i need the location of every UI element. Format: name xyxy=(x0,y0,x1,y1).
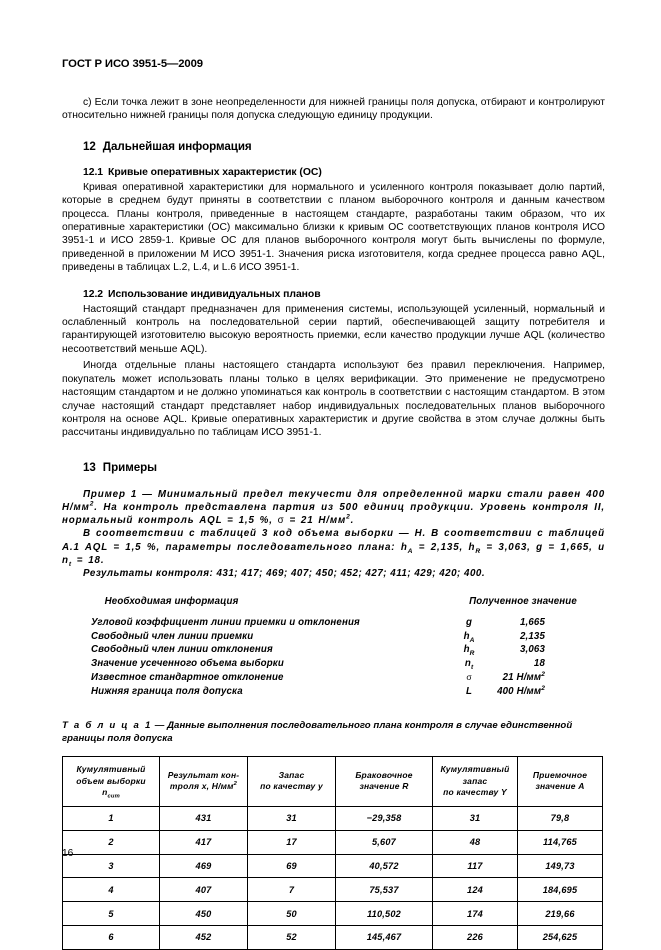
parameter-row xyxy=(62,643,605,657)
parameters-table xyxy=(62,594,605,698)
table-cell: 6 xyxy=(63,925,160,949)
section-number: 13 xyxy=(83,460,96,474)
table-cell: 50 xyxy=(248,902,336,926)
subsection-heading-12-1 xyxy=(83,167,605,178)
parameter-symbol xyxy=(441,684,497,698)
page-number: 16 xyxy=(62,848,74,859)
table-cell: 469 xyxy=(160,854,248,878)
parameter-value xyxy=(497,657,605,671)
parameter-value xyxy=(497,671,605,685)
parameter-symbol xyxy=(441,616,497,630)
parameter-value xyxy=(497,616,605,630)
parameter-symbol xyxy=(441,671,497,685)
table-cell: 7 xyxy=(248,878,336,902)
parameters-block xyxy=(62,594,605,698)
header-sup: 2 xyxy=(233,781,238,788)
parameter-row xyxy=(62,629,605,643)
paragraph-item-c: c) Если точка лежит в зоне неопределенности для нижней границы поля допуска, отбирают и контролируют относительно нижней границы поля допуска следующую единицу продукции. xyxy=(62,97,605,122)
parameter-symbol-text: σ xyxy=(466,672,472,683)
parameter-symbol-text: h xyxy=(463,644,470,656)
table-cell: 5 xyxy=(63,902,160,926)
parameter-symbol-sub: A xyxy=(469,636,475,644)
subsection-number: 12.1 xyxy=(83,166,104,178)
parameter-value xyxy=(497,684,605,698)
example-1-line-2 xyxy=(62,527,605,567)
paragraph-12-2-a: Настоящий стандарт предназначен для применения системы, использующей усиленный, нормальный и ослабленный контроль на последовательной серии партий, обеспечивающей защиту потребителя и гарантирующей изготовителю высокую вероятность приемки, если качество продукции лучше AQL (количество несоответствий меньше AQL). xyxy=(62,303,605,355)
parameter-value-text: 3,063 xyxy=(520,644,545,656)
document-header: ГОСТ Р ИСО 3951-5—2009 xyxy=(62,58,203,70)
example2-text-b: = 2,135, h xyxy=(413,541,476,553)
parameter-value-sup: 2 xyxy=(541,670,545,678)
parameter-value-text: 21 Н/мм xyxy=(502,672,542,684)
table-header-cell-measurement xyxy=(160,757,248,807)
example3-text: Результаты контроля: 431; 417; 469; 407; 450; 452; 427; 411; 429; 420; 400. xyxy=(83,567,486,579)
table-cell: 254,625 xyxy=(518,925,603,949)
table-cell: 450 xyxy=(160,902,248,926)
parameter-symbol-sub: t xyxy=(470,664,474,672)
table-cell: 149,73 xyxy=(518,854,603,878)
subscript-A: A xyxy=(407,547,414,555)
header-line-1: Запас xyxy=(278,770,305,780)
table-cell: 226 xyxy=(433,925,518,949)
parameter-value-text: 18 xyxy=(533,658,545,670)
parameter-label: Нижняя граница поля допуска xyxy=(91,685,243,697)
header-line-1: Приемочное xyxy=(532,770,588,780)
superscript-2: 2 xyxy=(89,500,95,508)
parameter-row xyxy=(62,616,605,630)
table-cell: 117 xyxy=(433,854,518,878)
table-header-cell-cumulative-margin xyxy=(433,757,518,807)
sigma-symbol: σ xyxy=(277,515,285,527)
table-1-caption xyxy=(62,720,605,745)
parameter-symbol-text: n xyxy=(464,658,471,670)
header-line-2: троля x, Н/мм xyxy=(169,781,234,792)
table-row xyxy=(63,854,603,878)
table-header-cell-acceptance-value xyxy=(518,757,603,807)
header-symbol: n xyxy=(102,786,108,797)
subscript-t: t xyxy=(68,560,72,568)
parameter-symbol xyxy=(441,643,497,657)
parameters-header-row xyxy=(62,594,605,615)
example-text-end: . xyxy=(350,515,355,527)
parameter-label: Значение усеченного объема выборки xyxy=(91,658,284,670)
header-line-2: по качеству y xyxy=(260,781,323,792)
table-cell: 174 xyxy=(433,902,518,926)
header-line-1: Кумулятивный xyxy=(76,764,146,775)
parameters-header-right: Полученное значение xyxy=(469,595,577,607)
table-cell: 69 xyxy=(248,854,336,878)
paragraph-12-2-b: Иногда отдельные планы настоящего стандарта используют без правил переключения. Например, покупатель может использовать планы только в целях верификации. Это применение не предусмотрено настоящим стандартом и не должно упоминаться как контроль в соответствии с настоящим стандартом. В этом случае настоящий стандарт представляет набор индивидуальных последовательных планов выборочного контроля на основе AQL. Кривые оперативных характеристик и другие свойства в этом случае должны быть рассчитаны индивидуально по таблицам ИСО 3951-1. xyxy=(62,360,605,439)
section-number: 12 xyxy=(83,139,96,153)
subsection-number: 12.2 xyxy=(83,288,104,300)
section-heading-12 xyxy=(83,140,605,153)
header-line-2: объем выборки xyxy=(76,775,146,786)
parameter-value-text: 400 Н/мм xyxy=(497,685,542,697)
parameter-symbol-sub: R xyxy=(469,650,475,658)
table-row xyxy=(63,902,603,926)
table-cell: 219,66 xyxy=(518,902,603,926)
paragraph-12-1: Кривая оперативной характеристики для нормального и усиленного контроля показывает долю партий, которые в среднем будут приняты в соответствии с планом выборочного контроля и данным качеством процесса. Планы контроля, приведенные в настоящем стандарте, разработаны таким образом, что их оперативные характеристики (ОС) максимально близки к кривым ОС соответствующих планов контроля ИСО 3951-1 и ИСО 2859-1. Кривые ОС для планов выборочного контроля могут быть вычислены по формуле, приведенной в приложении М ИСО 3951-1. Значения риска изготовителя, когда среднее процесса равно AQL, приведены в таблицах L.2, L.4, и L.6 ИСО 3951-1. xyxy=(62,181,605,274)
header-line-1: Результат кон- xyxy=(167,770,240,780)
parameter-symbol-text: g xyxy=(466,616,473,628)
table-cell: 417 xyxy=(160,830,248,854)
parameters-header-left: Необходимая информация xyxy=(104,595,239,607)
table-caption-label: Т а б л и ц а 1 xyxy=(62,720,152,732)
table-cell: 431 xyxy=(160,807,248,831)
example2-text-c: = 3,063, g = 1,665, и n xyxy=(62,541,606,566)
header-line-2: значение R xyxy=(359,781,409,792)
table-cell: 40,572 xyxy=(336,854,433,878)
table-cell: 2 xyxy=(63,830,160,854)
table-caption-text: — Данные выполнения последовательного плана контроля в случае единственной границы поля допуска xyxy=(62,720,573,744)
header-line-3: по качеству Y xyxy=(443,786,507,797)
table-cell: 52 xyxy=(248,925,336,949)
parameter-row xyxy=(62,657,605,671)
table-cell: 31 xyxy=(248,807,336,831)
subsection-title: Кривые оперативных характеристик (ОС) xyxy=(108,166,322,178)
parameter-value-sup: 2 xyxy=(541,684,545,692)
parameter-symbol xyxy=(441,629,497,643)
table-cell: 17 xyxy=(248,830,336,854)
table-cell: 124 xyxy=(433,878,518,902)
parameter-label: Свободный член линии приемки xyxy=(91,630,254,642)
section-title: Дальнейшая информация xyxy=(102,139,252,153)
parameter-value xyxy=(497,629,605,643)
parameter-value-text: 1,665 xyxy=(520,616,545,628)
header-line-2: значение A xyxy=(535,781,585,792)
parameter-value xyxy=(497,643,605,657)
table-cell: 145,467 xyxy=(336,925,433,949)
example-1-line-1 xyxy=(62,488,605,528)
table-cell: 48 xyxy=(433,830,518,854)
table-cell: 31 xyxy=(433,807,518,831)
parameter-symbol-text: h xyxy=(463,630,470,642)
table-cell: 407 xyxy=(160,878,248,902)
example-1-line-3 xyxy=(62,567,605,580)
table-1 xyxy=(62,756,603,949)
superscript-2: 2 xyxy=(346,513,351,521)
parameter-label: Известное стандартное отклонение xyxy=(91,672,284,684)
table-cell: 184,695 xyxy=(518,878,603,902)
table-cell: 75,537 xyxy=(336,878,433,902)
table-cell: 5,607 xyxy=(336,830,433,854)
table-cell: 114,765 xyxy=(518,830,603,854)
header-line-2: запас xyxy=(462,775,488,786)
page-content xyxy=(62,58,605,950)
example-text-a: Пример 1 — Минимальный предел текучести для определенной марки стали равен 400 Н/мм xyxy=(62,488,605,513)
table-cell: 3 xyxy=(63,854,160,878)
parameter-row xyxy=(62,684,605,698)
table-header-cell-quality-margin xyxy=(248,757,336,807)
example2-text-d: = 18. xyxy=(71,554,105,566)
example2-text-a: В соответствии с таблицей 3 код объема выборки — H. В соответствии с таблицей A.1 AQL = 1,5 %, параметры последовательного плана: h xyxy=(62,528,605,553)
table-header-row xyxy=(63,757,603,807)
table-cell: 452 xyxy=(160,925,248,949)
table-header-cell-cumulative-sample xyxy=(63,757,160,807)
table-row xyxy=(63,807,603,831)
table-cell: 4 xyxy=(63,878,160,902)
table-cell: 1 xyxy=(63,807,160,831)
table-cell: 110,502 xyxy=(336,902,433,926)
subscript-R: R xyxy=(475,547,482,555)
section-heading-13 xyxy=(83,461,605,474)
subsection-heading-12-2 xyxy=(83,289,605,300)
header-line-1: Браковочное xyxy=(355,770,413,780)
parameter-row xyxy=(62,671,605,685)
header-line-1: Кумулятивный xyxy=(440,764,510,775)
table-row xyxy=(63,878,603,902)
parameter-label: Угловой коэффициент линии приемки и отклонения xyxy=(91,616,360,628)
table-cell: −29,358 xyxy=(336,807,433,831)
example-text-c: = 21 Н/мм xyxy=(284,515,347,527)
parameter-value-text: 2,135 xyxy=(520,630,545,642)
table-cell: 79,8 xyxy=(518,807,603,831)
parameter-symbol-text: L xyxy=(466,685,473,697)
table-header-cell-rejection-value xyxy=(336,757,433,807)
example-text-b: . На контроль представлена партия из 500 единиц продукции. Уровень контроля II, нормальный контроль AQL = 1,5 %, xyxy=(62,501,605,527)
table-row xyxy=(63,830,603,854)
subsection-title: Использование индивидуальных планов xyxy=(108,288,321,300)
parameter-label: Свободный член линии отклонения xyxy=(91,644,273,656)
section-title: Примеры xyxy=(102,460,157,474)
parameter-symbol xyxy=(441,657,497,671)
header-symbol-sub: cum xyxy=(107,793,120,800)
table-row xyxy=(63,925,603,949)
